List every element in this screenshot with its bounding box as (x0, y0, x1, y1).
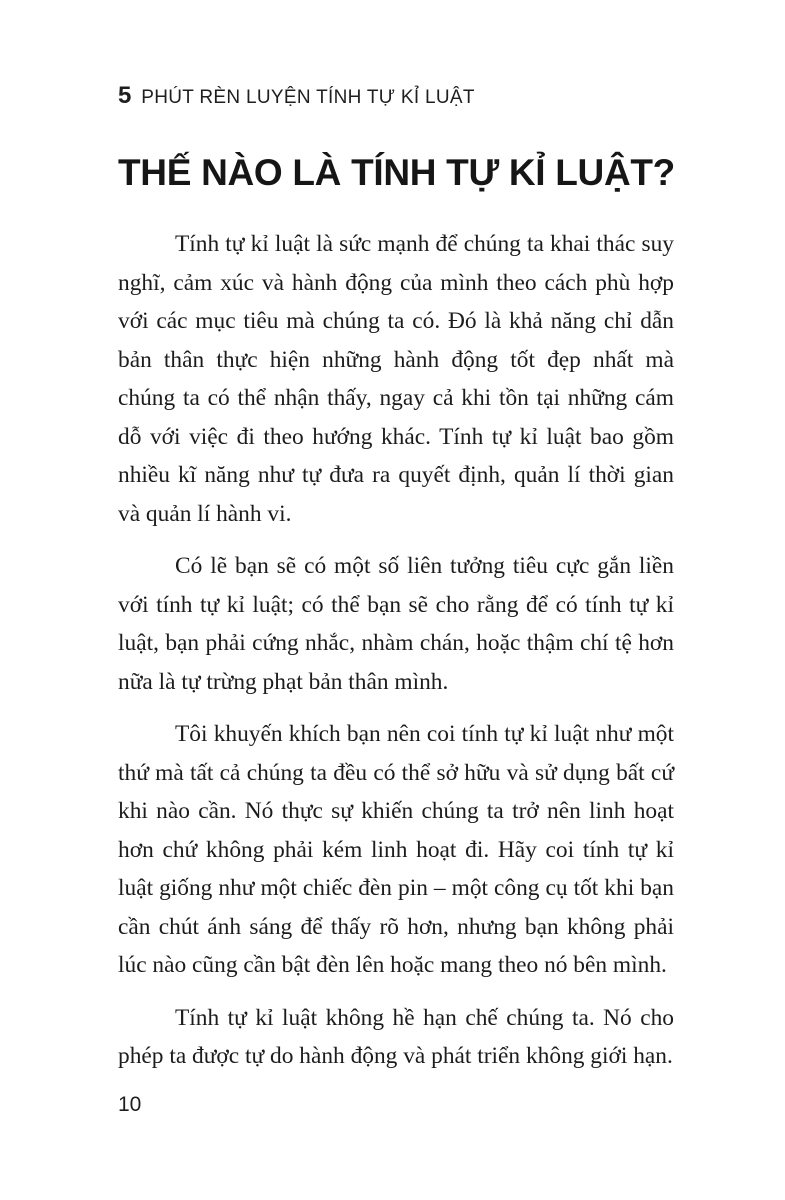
page-number: 10 (118, 1093, 142, 1116)
running-head-number: 5 (118, 82, 132, 109)
chapter-title: THẾ NÀO LÀ TÍNH TỰ KỈ LUẬT? (118, 152, 675, 193)
running-head-text: PHÚT RÈN LUYỆN TÍNH TỰ KỈ LUẬT (141, 87, 475, 108)
paragraph-1: Tính tự kỉ luật là sức mạnh để chúng ta khai thác suy nghĩ, cảm xúc và hành động của mình theo cách phù hợp với các mục tiêu mà chúng ta có. Đó là khả năng chỉ dẫn bản thân thực hiện những hành động tốt đẹp nhất mà chúng ta có thể nhận thấy, ngay cả khi tồn tại những cám dỗ với việc đi theo hướng khác. Tính tự kỉ luật bao gồm nhiều kĩ năng như tự đưa ra quyết định, quản lí thời gian và quản lí hành vi. (118, 231, 674, 527)
paragraph-4: Tính tự kỉ luật không hề hạn chế chúng ta. Nó cho phép ta được tự do hành động và phát triển không giới hạn. (118, 1004, 674, 1069)
body-text (118, 225, 674, 1090)
running-head (118, 82, 475, 110)
paragraph-2: Có lẽ bạn sẽ có một số liên tưởng tiêu cực gắn liền với tính tự kỉ luật; có thể bạn sẽ cho rằng để có tính tự kỉ luật, bạn phải cứng nhắc, nhàm chán, hoặc thậm chí tệ hơn nữa là tự trừng phạt bản thân mình. (118, 553, 674, 695)
paragraph-3: Tôi khuyến khích bạn nên coi tính tự kỉ luật như một thứ mà tất cả chúng ta đều có thể sở hữu và sử dụng bất cứ khi nào cần. Nó thực sự khiến chúng ta trở nên linh hoạt hơn chứ không phải kém linh hoạt đi. Hãy coi tính tự kỉ luật giống như một chiếc đèn pin – một công cụ tốt khi bạn cần chút ánh sáng để thấy rõ hơn, nhưng bạn không phải lúc nào cũng cần bật đèn lên hoặc mang theo nó bên mình. (118, 721, 674, 978)
